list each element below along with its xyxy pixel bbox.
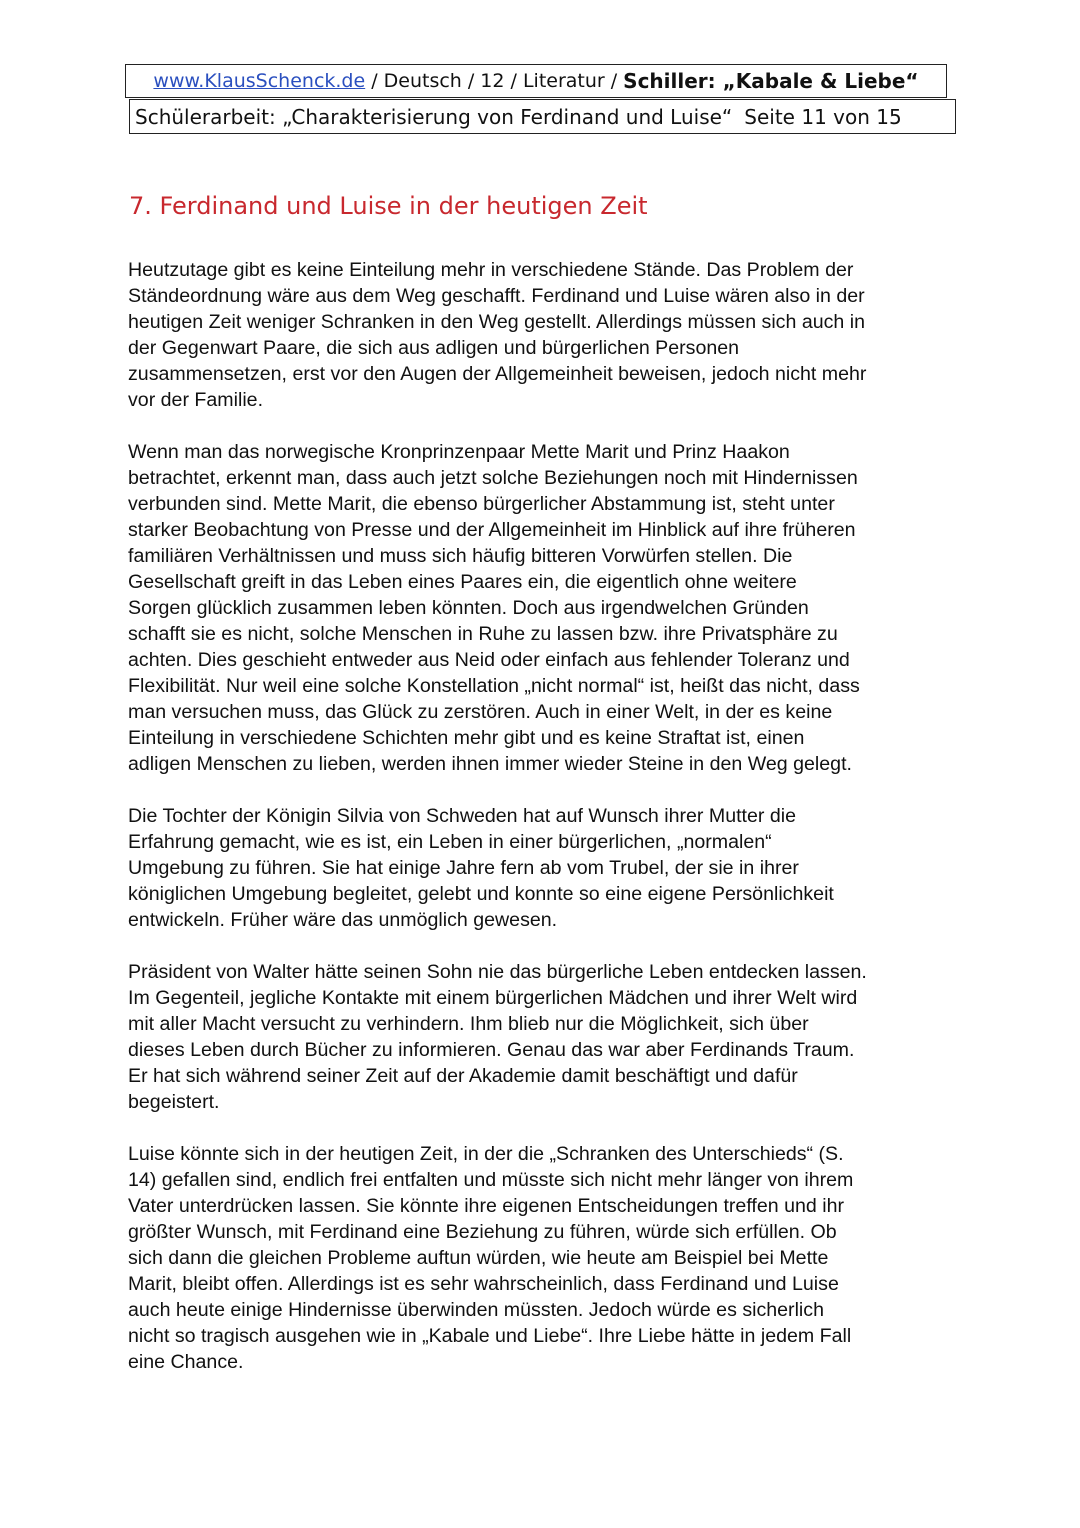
- document-subtitle: Schülerarbeit: „Charakterisierung von Ferdinand und Luise“: [135, 104, 733, 129]
- section-heading: 7. Ferdinand und Luise in der heutigen Zeit: [129, 192, 648, 220]
- body-text: [128, 257, 958, 1401]
- paragraph: Luise könnte sich in der heutigen Zeit, in der die „Schranken des Unterschieds“ (S. 14) gefallen sind, endlich frei entfalten und müsste sich nicht mehr länger von ihrem Vater unterdrücken lassen. Sie könnte ihre eigenen Entscheidungen treffen und ihr größter Wunsch, mit Ferdinand eine Beziehung zu führen, würde sich erfüllen. Ob sich dann die gleichen Probleme auftun würden, wie heute am Beispiel bei Mette Marit, bleibt offen. Allerdings ist es sehr wahrscheinlich, dass Ferdinand und Luise auch heute einige Hindernisse überwinden müssten. Jedoch würde es sicherlich nicht so tragisch ausgehen wie in „Kabale und Liebe“. Ihre Liebe hätte in jedem Fall eine Chance.: [128, 1143, 854, 1373]
- work-title: Schiller: „Kabale & Liebe“: [623, 69, 919, 93]
- header-top-bar: [125, 64, 947, 98]
- page-number: Seite 11 von 15: [744, 104, 902, 129]
- header-subtitle-bar: [129, 99, 956, 134]
- paragraph: Wenn man das norwegische Kronprinzenpaar Mette Marit und Prinz Haakon betrachtet, erkennt man, dass auch jetzt solche Beziehungen noch mit Hindernissen verbunden sind. Mette Marit, die ebenso bürgerlicher Abstammung ist, steht unter starker Beobachtung von Presse und der Allgemeinheit im Hinblick auf ihre früheren familiären Verhältnissen und muss sich häufig bitteren Vorwürfen stellen. Die Gesellschaft greift in das Leben eines Paares ein, die eigentlich ohne weitere Sorgen glücklich zusammen leben könnten. Doch aus irgendwelchen Gründen schafft sie es nicht, solche Menschen in Ruhe zu lassen bzw. ihre Privatsphäre zu achten. Dies geschieht entweder aus Neid oder einfach aus fehlender Toleranz und Flexibilität. Nur weil eine solche Konstellation „nicht normal“ ist, heißt das nicht, dass man versuchen muss, das Glück zu zerstören. Auch in einer Welt, in der es keine Einteilung in verschiedene Schichten mehr gibt und es keine Straftat ist, einen adligen Menschen zu lieben, werden ihnen immer wieder Steine in den Weg gelegt.: [128, 441, 860, 775]
- paragraph: Die Tochter der Königin Silvia von Schweden hat auf Wunsch ihrer Mutter die Erfahrung gemacht, wie es ist, ein Leben in einer bürgerlichen, „normalen“ Umgebung zu führen. Sie hat einige Jahre fern ab vom Trubel, der sie in ihrer königlichen Umgebung begleitet, gelebt und konnte so eine eigene Persönlichkeit entwickeln. Früher wäre das unmöglich gewesen.: [128, 805, 834, 931]
- breadcrumb: / Deutsch / 12 / Literatur /: [371, 70, 618, 92]
- site-link[interactable]: www.KlausSchenck.de: [153, 70, 366, 92]
- paragraph: Heutzutage gibt es keine Einteilung mehr in verschiedene Stände. Das Problem der Ständeordnung wäre aus dem Weg geschafft. Ferdinand und Luise wären also in der heutigen Zeit weniger Schranken in den Weg gestellt. Allerdings müssen sich auch in der Gegenwart Paare, die sich aus adligen und bürgerlichen Personen zusammensetzen, erst vor den Augen der Allgemeinheit beweisen, jedoch nicht mehr vor der Familie.: [128, 259, 867, 411]
- paragraph: Präsident von Walter hätte seinen Sohn nie das bürgerliche Leben entdecken lassen. Im Gegenteil, jegliche Kontakte mit einem bürgerlichen Mädchen und ihrer Welt wird mit aller Macht versucht zu verhindern. Ihm blieb nur die Möglichkeit, sich über dieses Leben durch Bücher zu informieren. Genau das war aber Ferdinands Traum. Er hat sich während seiner Zeit auf der Akademie damit beschäftigt und dafür begeistert.: [128, 961, 867, 1113]
